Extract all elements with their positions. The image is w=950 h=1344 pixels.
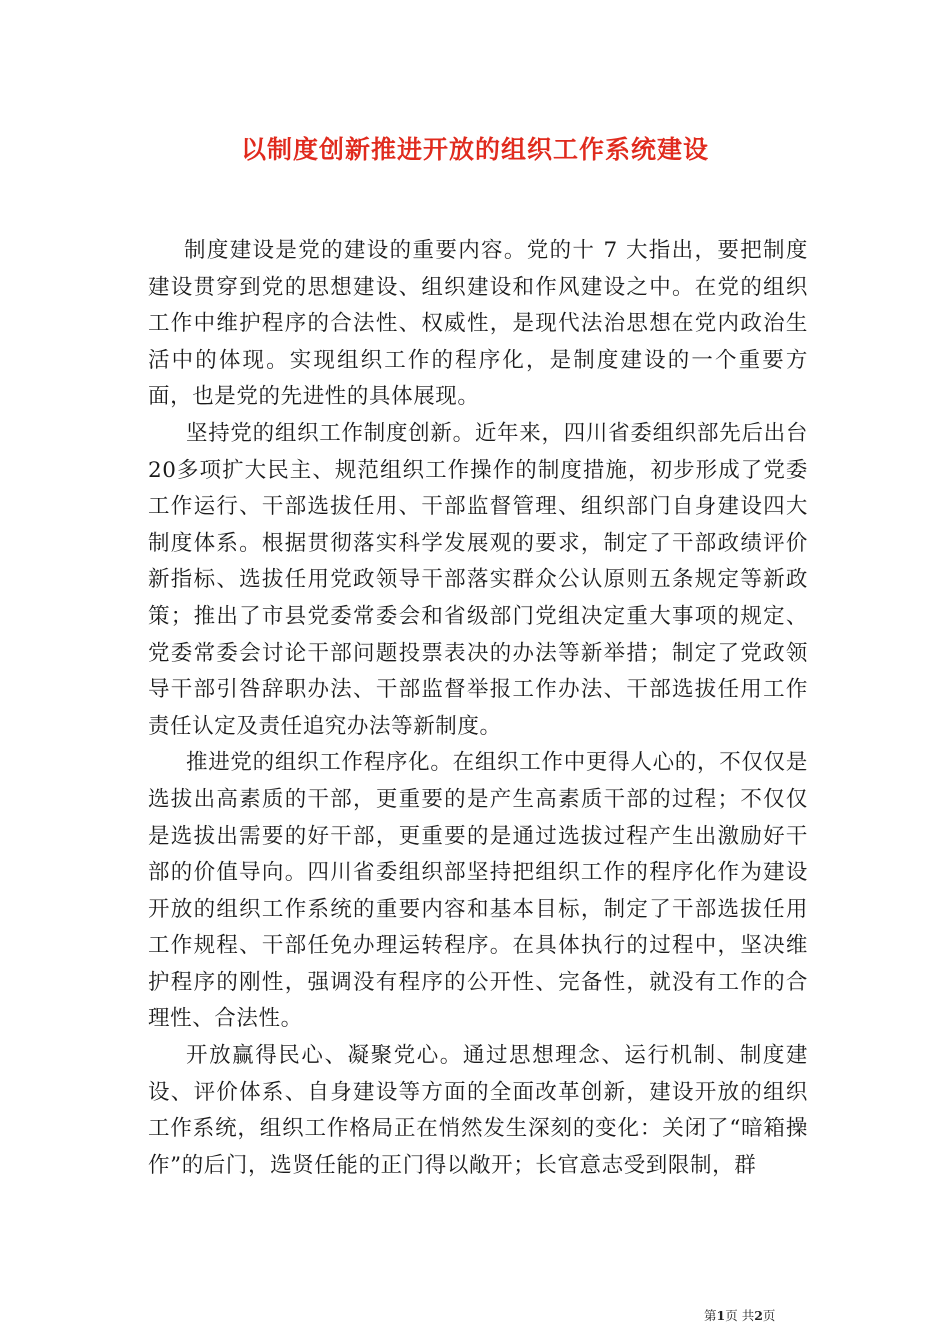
- paragraph-4: 开放赢得民心、凝聚党心。通过思想理念、运行机制、制度建设、评价体系、自身建设等方面的全面改革创新，建设开放的组织工作系统，组织工作格局正在悄然发生深刻的变化：关闭了“暗箱操作”的后门，选贤任能的正门得以敞开；长官意志受到限制，群: [148, 1043, 808, 1178]
- document-title: 以制度创新推进开放的组织工作系统建设: [240, 135, 709, 164]
- paragraph-3: 推进党的组织工作程序化。在组织工作中更得人心的，不仅仅是选拔出高素质的干部，更重要的是产生高素质干部的过程；不仅仅是选拔出需要的好干部，更重要的是通过选拔过程产生出激励好干部的价值导向。四川省委组织部坚持把组织工作的程序化作为建设开放的组织工作系统的重要内容和基本目标，制定了干部选拔任用工作规程、干部任免办理运转程序。在具体执行的过程中，坚决维护程序的刚性，强调没有程序的公开性、完备性，就没有工作的合理性、合法性。: [148, 750, 808, 1032]
- footer-suffix: 页: [762, 1308, 776, 1323]
- total-pages-number: 2: [754, 1308, 763, 1323]
- paragraph-2: 坚持党的组织工作制度创新。近年来，四川省委组织部先后出台20多项扩大民主、规范组织工作操作的制度措施，初步形成了党委工作运行、干部选拔任用、干部监督管理、组织部门自身建设四大制度体系。根据贯彻落实科学发展观的要求，制定了干部政绩评价新指标、选拔任用党政领导干部落实群众公认原则五条规定等新政策；推出了市县党委常委会和省级部门党组决定重大事项的规定、党委常委会讨论干部问题投票表决的办法等新举措；制定了党政领导干部引咎辞职办法、干部监督举报工作办法、干部选拔任用工作责任认定及责任追究办法等新制度。: [148, 420, 808, 739]
- footer-prefix: 第: [704, 1308, 717, 1323]
- document-body: [148, 233, 808, 1184]
- paragraph-1: 制度建设是党的建设的重要内容。党的十 7 大指出，要把制度建设贯穿到党的思想建设、组织建设和作风建设之中。在党的组织工作中维护程序的合法性、权威性，是现代法治思想在党内政治生活中的体现。实现组织工作的程序化，是制度建设的一个重要方面，也是党的先进性的具体展现。: [148, 238, 808, 410]
- page-footer: [704, 1306, 775, 1324]
- current-page-number: 1: [716, 1308, 726, 1323]
- footer-middle: 页 共: [725, 1308, 755, 1323]
